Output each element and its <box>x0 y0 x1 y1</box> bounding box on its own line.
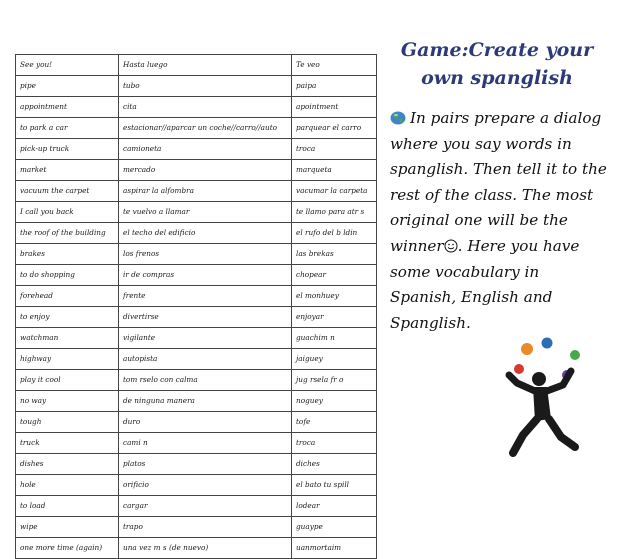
english-cell: one more time (again) <box>16 538 119 559</box>
spanish-cell: el techo del edificio <box>119 223 292 244</box>
spanglish-cell: el bato tu spill <box>292 475 377 496</box>
table-row <box>16 391 377 412</box>
spanglish-cell: lodear <box>292 496 377 517</box>
spanish-cell: te vuelvo a llamar <box>119 202 292 223</box>
english-cell: dishes <box>16 454 119 475</box>
english-cell: tough <box>16 412 119 433</box>
spanglish-cell: enjoyar <box>292 307 377 328</box>
spanglish-cell: jaiguey <box>292 349 377 370</box>
spanglish-cell: parquear el carro <box>292 118 377 139</box>
globe-icon <box>390 111 406 125</box>
table-row <box>16 265 377 286</box>
english-cell: to load <box>16 496 119 517</box>
spanglish-cell: noguey <box>292 391 377 412</box>
english-cell: to do shopping <box>16 265 119 286</box>
spanish-cell: de ninguna manera <box>119 391 292 412</box>
table-row <box>16 517 377 538</box>
table-row <box>16 370 377 391</box>
spanish-cell: cita <box>119 97 292 118</box>
spanglish-cell: chopear <box>292 265 377 286</box>
spanish-cell: frente <box>119 286 292 307</box>
english-cell: See you! <box>16 55 119 76</box>
english-cell: watchman <box>16 328 119 349</box>
juggler-icon <box>475 335 605 465</box>
spanish-cell: aspirar la alfombra <box>119 181 292 202</box>
table-row <box>16 181 377 202</box>
english-cell: no way <box>16 391 119 412</box>
table-row <box>16 433 377 454</box>
table-row <box>16 328 377 349</box>
spanglish-cell: troca <box>292 139 377 160</box>
table-row <box>16 496 377 517</box>
english-cell: to park a car <box>16 118 119 139</box>
title-line-2: own spanglish <box>421 67 573 89</box>
spanglish-cell: diches <box>292 454 377 475</box>
spanglish-cell: el monhuey <box>292 286 377 307</box>
english-cell: truck <box>16 433 119 454</box>
instructions-text <box>390 106 608 336</box>
table-row <box>16 307 377 328</box>
spanglish-cell: vacumar la carpeta <box>292 181 377 202</box>
table-row <box>16 97 377 118</box>
game-title <box>384 36 610 92</box>
english-cell: brakes <box>16 244 119 265</box>
spanglish-cell: tofe <box>292 412 377 433</box>
table-row <box>16 286 377 307</box>
english-cell: market <box>16 160 119 181</box>
english-cell: hole <box>16 475 119 496</box>
spanish-cell: una vez m s (de nuevo) <box>119 538 292 559</box>
table-row <box>16 139 377 160</box>
spanglish-cell: uanmortaim <box>292 538 377 559</box>
spanish-cell: ir de compras <box>119 265 292 286</box>
spanish-cell: platos <box>119 454 292 475</box>
table-row <box>16 55 377 76</box>
smiley-icon <box>444 239 458 253</box>
english-cell: pipe <box>16 76 119 97</box>
spanglish-cell: las brekas <box>292 244 377 265</box>
spanish-cell: estacionar//aparcar un coche//carro//auto <box>119 118 292 139</box>
spanish-cell: Hasta luego <box>119 55 292 76</box>
table-row <box>16 223 377 244</box>
table-row <box>16 160 377 181</box>
english-cell: pick-up truck <box>16 139 119 160</box>
spanish-cell: duro <box>119 412 292 433</box>
spanish-cell: vigilante <box>119 328 292 349</box>
table-row <box>16 454 377 475</box>
spanglish-cell: guachim n <box>292 328 377 349</box>
english-cell: forehead <box>16 286 119 307</box>
english-cell: wipe <box>16 517 119 538</box>
english-cell: play it cool <box>16 370 119 391</box>
english-cell: the roof of the building <box>16 223 119 244</box>
instructions-body: In pairs prepare a dialog where you say words in spanglish. Then tell it to the rest of the class. The most original one will be the winner <box>390 109 607 255</box>
spanglish-cell: apointment <box>292 97 377 118</box>
spanish-cell: autopista <box>119 349 292 370</box>
english-cell: vacuum the carpet <box>16 181 119 202</box>
english-cell: to enjoy <box>16 307 119 328</box>
spanglish-cell: el rufo del b ldin <box>292 223 377 244</box>
spanglish-cell: guaype <box>292 517 377 538</box>
table-row <box>16 76 377 97</box>
instructions-end: . Here you have some vocabulary in Spanish, English and Spanglish. <box>390 236 580 332</box>
table-row <box>16 118 377 139</box>
english-cell: appointment <box>16 97 119 118</box>
table-row <box>16 244 377 265</box>
spanish-cell: cami n <box>119 433 292 454</box>
spanglish-cell: troca <box>292 433 377 454</box>
table-row <box>16 349 377 370</box>
table-row <box>16 202 377 223</box>
spanish-cell: tom rselo con calma <box>119 370 292 391</box>
english-cell: I call you back <box>16 202 119 223</box>
title-line-1: Game:Create your <box>400 39 594 61</box>
table-row <box>16 412 377 433</box>
spanish-cell: divertirse <box>119 307 292 328</box>
spanish-cell: camioneta <box>119 139 292 160</box>
spanish-cell: trapo <box>119 517 292 538</box>
spanish-cell: tubo <box>119 76 292 97</box>
spanglish-cell: jug rsela fr o <box>292 370 377 391</box>
spanglish-cell: te llamo para atr s <box>292 202 377 223</box>
spanish-cell: cargar <box>119 496 292 517</box>
spanglish-cell: Te veo <box>292 55 377 76</box>
spanish-cell: los frenos <box>119 244 292 265</box>
spanish-cell: mercado <box>119 160 292 181</box>
spanglish-cell: paipa <box>292 76 377 97</box>
english-cell: highway <box>16 349 119 370</box>
table-row <box>16 475 377 496</box>
spanish-cell: orificio <box>119 475 292 496</box>
table-row <box>16 538 377 559</box>
spanglish-cell: marqueta <box>292 160 377 181</box>
vocabulary-table <box>15 54 377 559</box>
